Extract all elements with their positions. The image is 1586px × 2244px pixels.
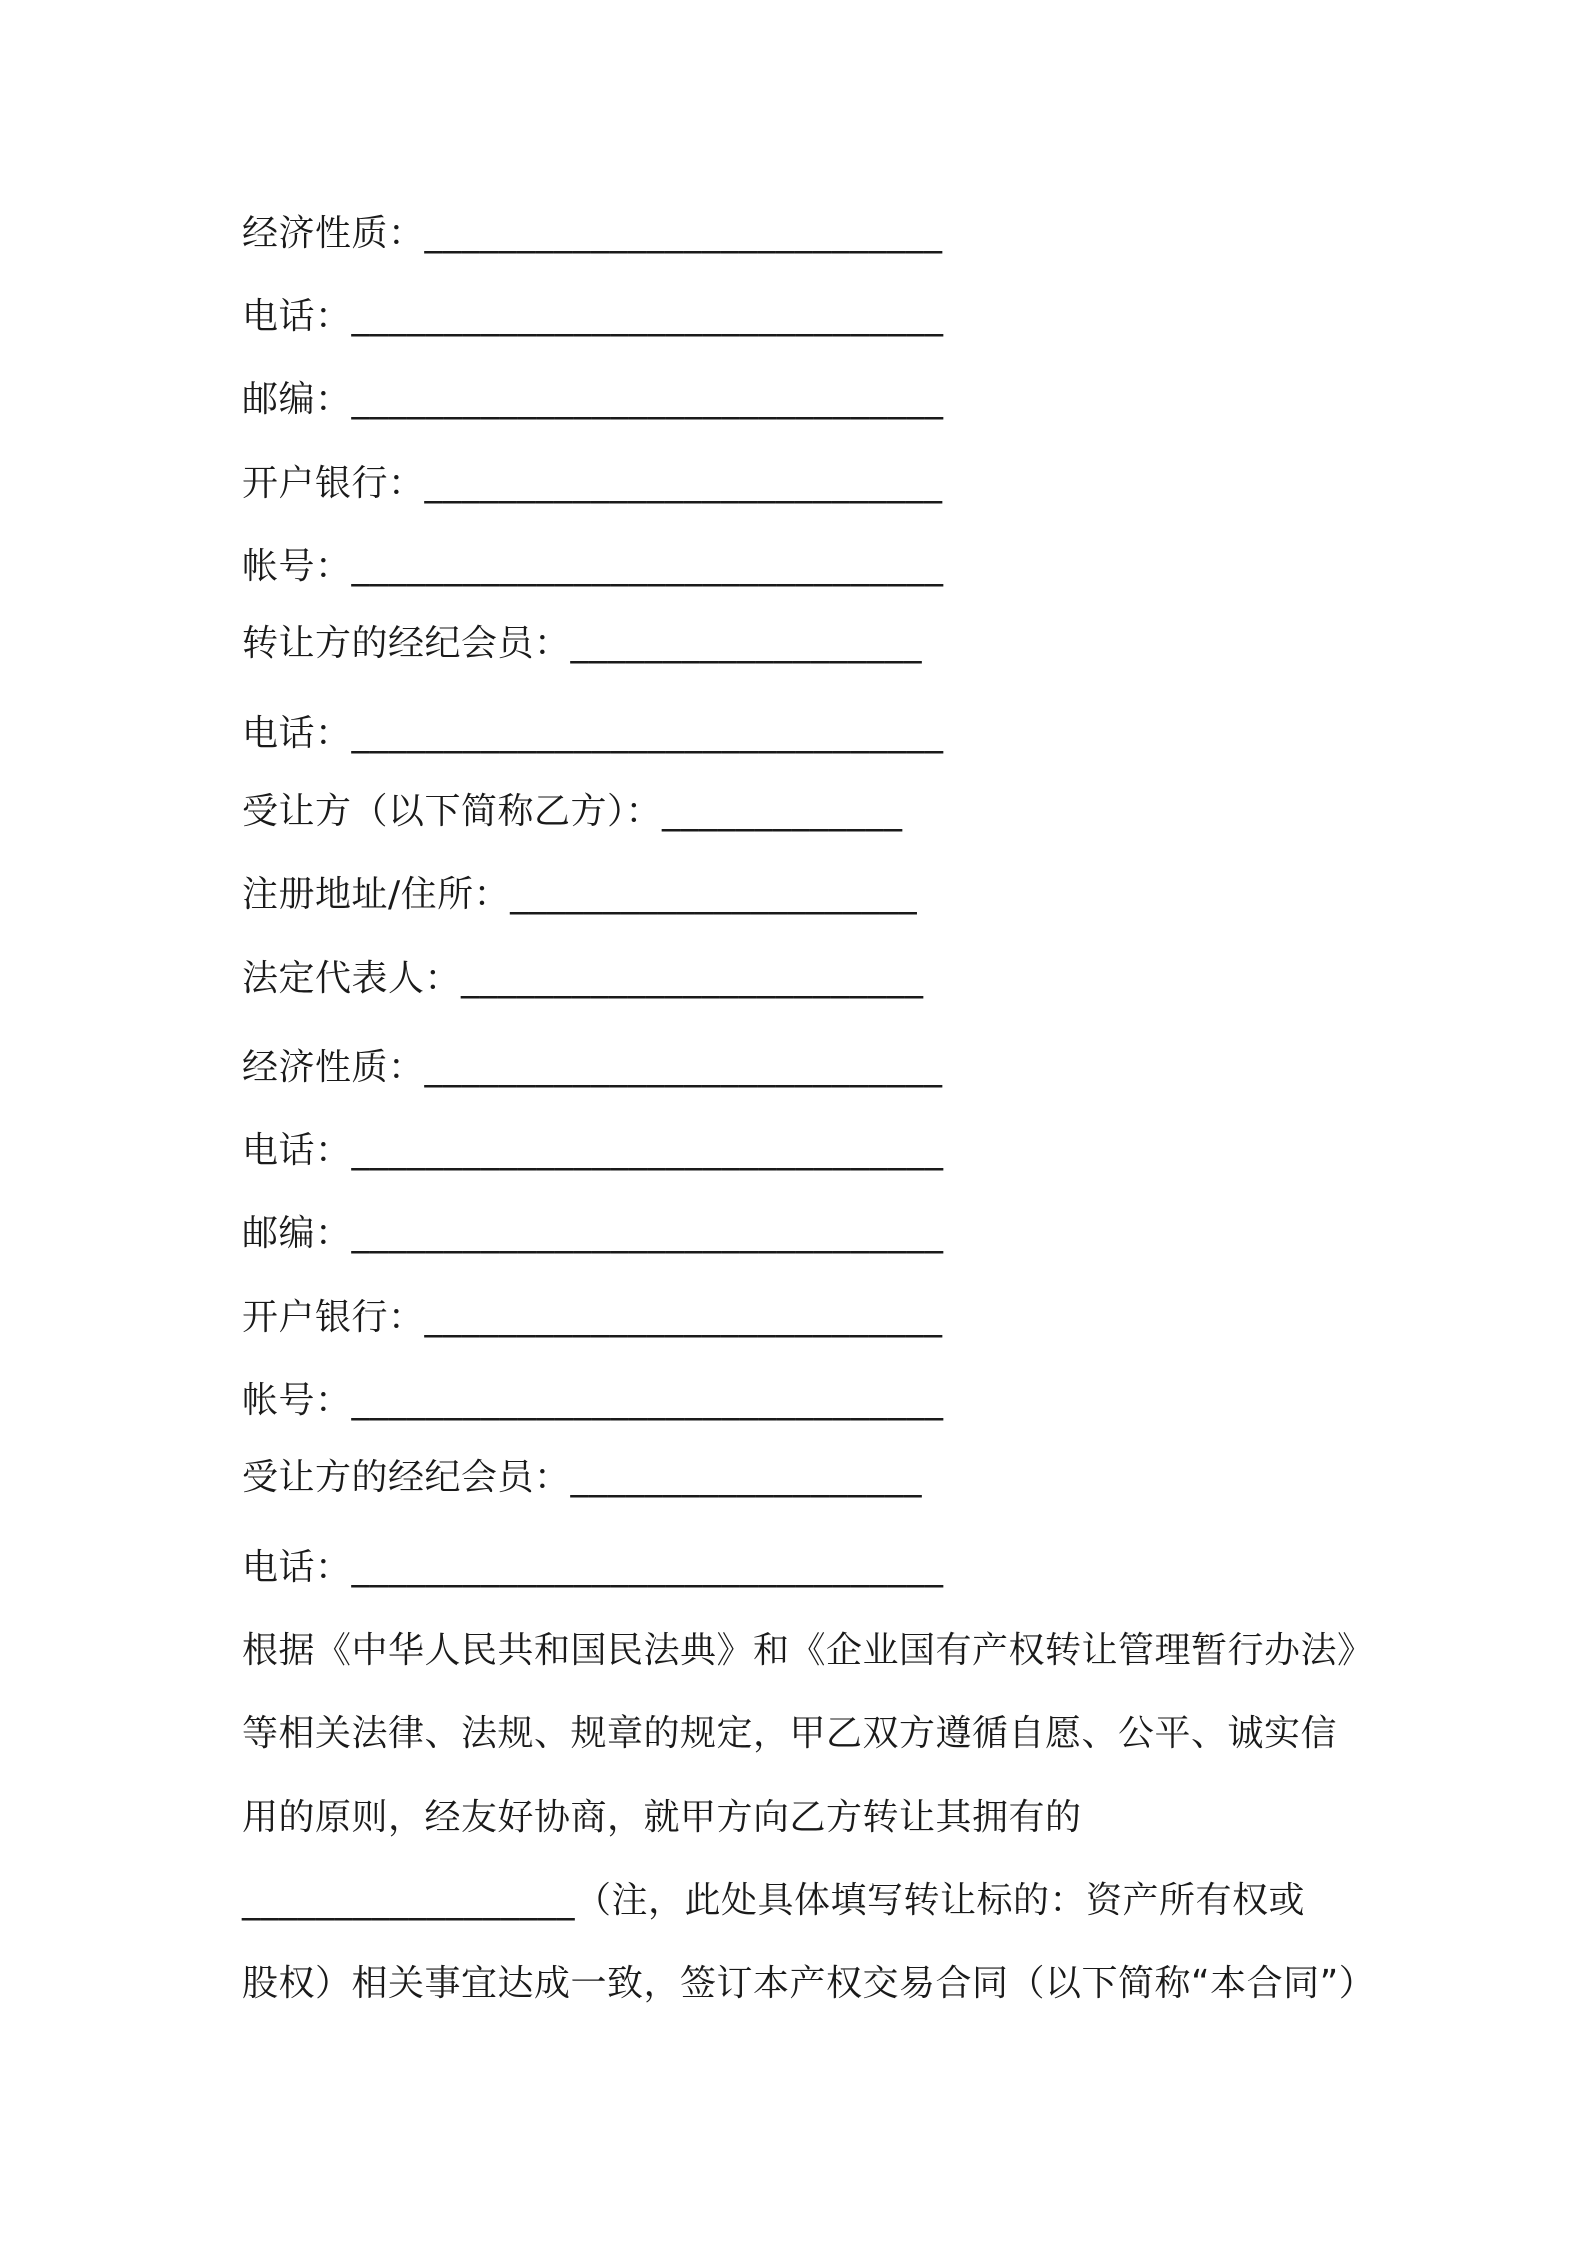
field-transferor-broker: 转让方的经纪会员：___________________ <box>242 623 923 664</box>
field-transferee: 受让方（以下简称乙方）：_____________ <box>242 791 903 832</box>
field-postcode: 邮编：________________________________ <box>242 379 944 420</box>
field-economic-nature: 经济性质：____________________________ <box>242 213 943 254</box>
field-bank: 开户银行：____________________________ <box>242 463 943 504</box>
field-phone-b: 电话：________________________________ <box>242 1130 944 1171</box>
field-broker-phone: 电话：________________________________ <box>242 713 944 754</box>
field-transferee-broker-phone: 电话：________________________________ <box>242 1547 944 1588</box>
field-account: 帐号：________________________________ <box>242 546 944 587</box>
field-transferee-broker: 受让方的经纪会员：___________________ <box>242 1457 923 1498</box>
body-paragraph-line: 股权）相关事宜达成一致，签订本产权交易合同（以下简称“本合同”） <box>242 1963 1376 2004</box>
field-economic-nature-b: 经济性质：____________________________ <box>242 1047 943 1088</box>
field-registered-address: 注册地址/住所：______________________ <box>242 874 918 915</box>
body-paragraph-line: 根据《中华人民共和国民法典》和《企业国有产权转让管理暂行办法》 <box>242 1630 1374 1671</box>
body-paragraph-line: 等相关法律、法规、规章的规定，甲乙双方遵循自愿、公平、诚实信 <box>242 1713 1338 1754</box>
field-postcode-b: 邮编：________________________________ <box>242 1213 944 1254</box>
field-legal-representative: 法定代表人：_________________________ <box>242 958 924 999</box>
body-paragraph-line: __________________（注，此处具体填写转让标的：资产所有权或 <box>242 1880 1306 1921</box>
field-phone: 电话：________________________________ <box>242 296 944 337</box>
field-account-b: 帐号：________________________________ <box>242 1380 944 1421</box>
field-bank-b: 开户银行：____________________________ <box>242 1297 943 1338</box>
body-paragraph-line: 用的原则，经友好协商，就甲方向乙方转让其拥有的 <box>242 1797 1082 1838</box>
